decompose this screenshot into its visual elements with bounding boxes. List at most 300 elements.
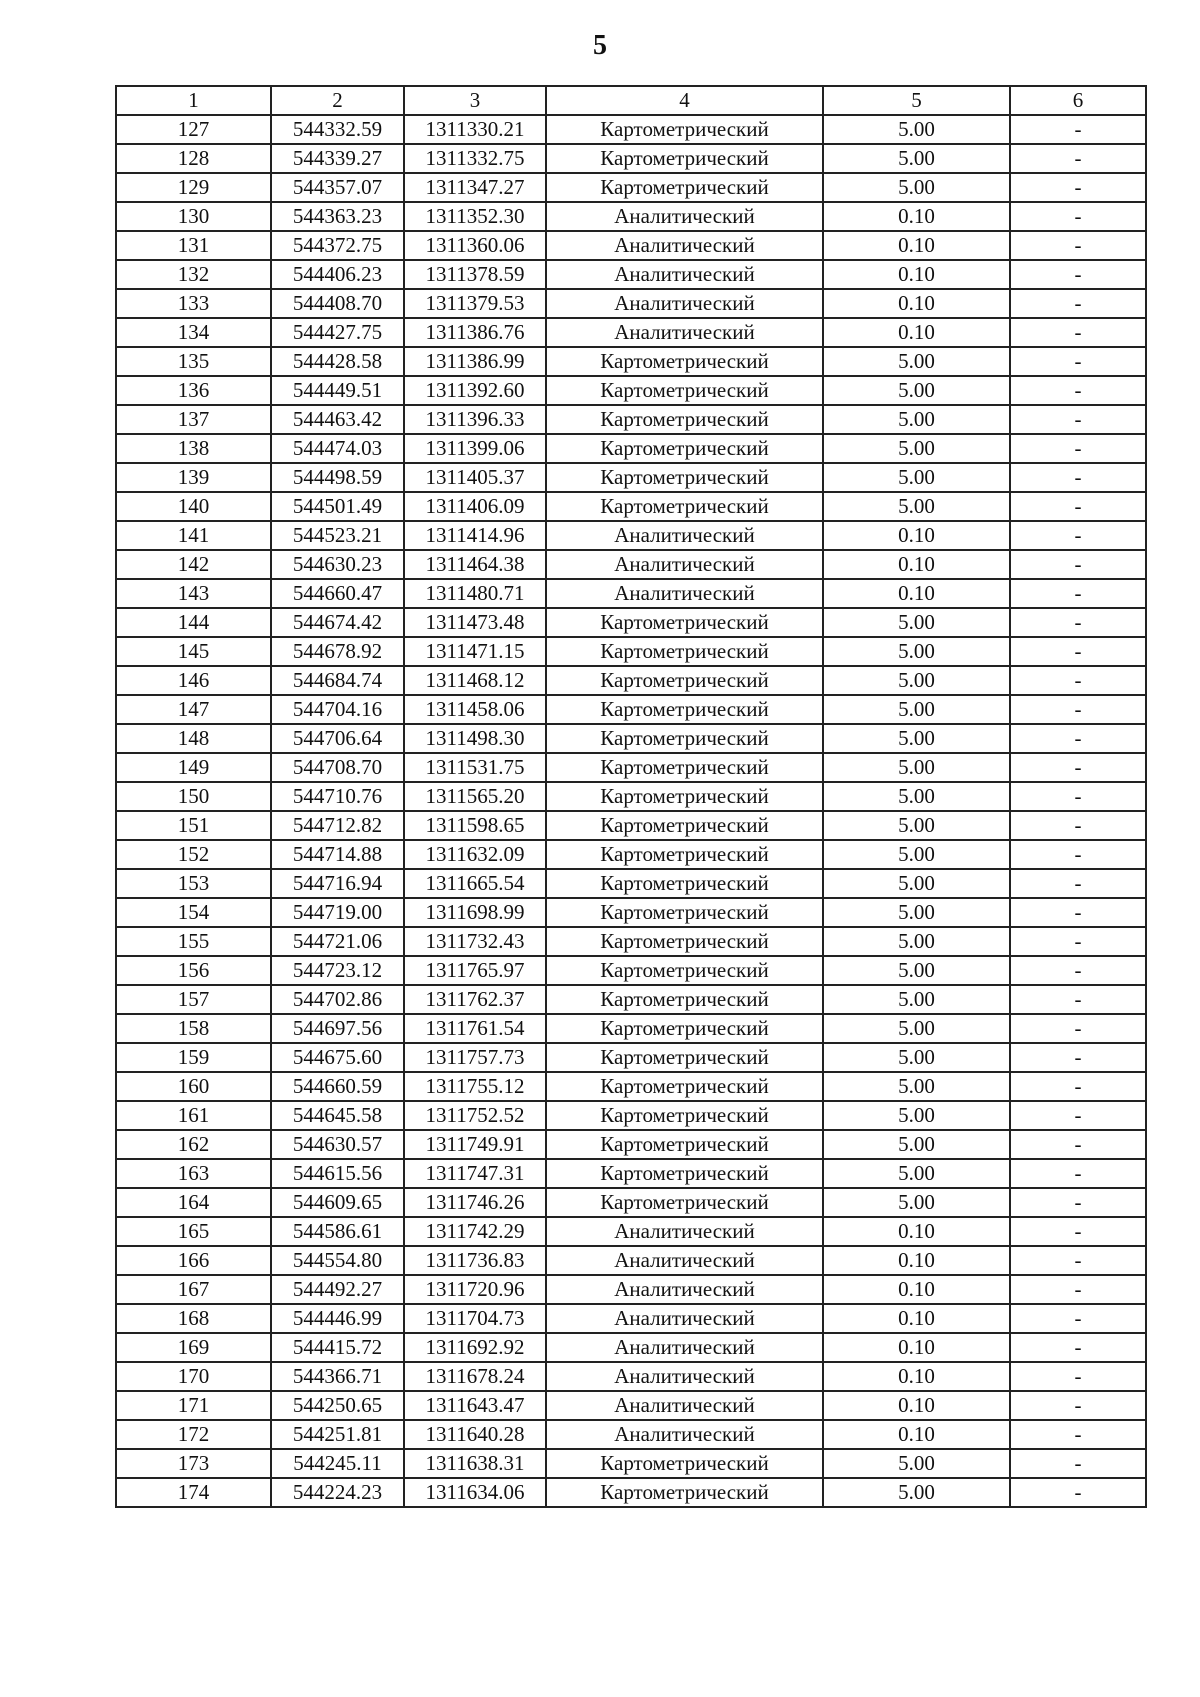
y-coordinate-cell: 1311332.75 xyxy=(404,144,546,173)
table-row xyxy=(116,202,1146,231)
x-coordinate-cell: 544708.70 xyxy=(271,753,404,782)
point-number-cell: 156 xyxy=(116,956,271,985)
y-coordinate-cell: 1311330.21 xyxy=(404,115,546,144)
description-cell: - xyxy=(1010,1449,1146,1478)
table-row xyxy=(116,1101,1146,1130)
table-row xyxy=(116,289,1146,318)
x-coordinate-cell: 544363.23 xyxy=(271,202,404,231)
accuracy-cell: 5.00 xyxy=(823,956,1010,985)
table-row xyxy=(116,985,1146,1014)
accuracy-cell: 5.00 xyxy=(823,1449,1010,1478)
accuracy-cell: 5.00 xyxy=(823,695,1010,724)
method-cell: Аналитический xyxy=(546,1217,823,1246)
table-row xyxy=(116,231,1146,260)
description-cell: - xyxy=(1010,550,1146,579)
x-coordinate-cell: 544714.88 xyxy=(271,840,404,869)
description-cell: - xyxy=(1010,753,1146,782)
description-cell: - xyxy=(1010,1362,1146,1391)
x-coordinate-cell: 544660.47 xyxy=(271,579,404,608)
description-cell: - xyxy=(1010,608,1146,637)
point-number-cell: 166 xyxy=(116,1246,271,1275)
x-coordinate-cell: 544446.99 xyxy=(271,1304,404,1333)
accuracy-cell: 0.10 xyxy=(823,1217,1010,1246)
description-cell: - xyxy=(1010,318,1146,347)
table-row xyxy=(116,1420,1146,1449)
description-cell: - xyxy=(1010,1333,1146,1362)
accuracy-cell: 0.10 xyxy=(823,202,1010,231)
method-cell: Картометрический xyxy=(546,1014,823,1043)
point-number-cell: 173 xyxy=(116,1449,271,1478)
description-cell: - xyxy=(1010,521,1146,550)
accuracy-cell: 5.00 xyxy=(823,144,1010,173)
accuracy-cell: 5.00 xyxy=(823,1014,1010,1043)
table-row xyxy=(116,840,1146,869)
y-coordinate-cell: 1311347.27 xyxy=(404,173,546,202)
accuracy-cell: 0.10 xyxy=(823,318,1010,347)
point-number-cell: 134 xyxy=(116,318,271,347)
y-coordinate-cell: 1311755.12 xyxy=(404,1072,546,1101)
method-cell: Картометрический xyxy=(546,666,823,695)
y-coordinate-cell: 1311678.24 xyxy=(404,1362,546,1391)
method-cell: Аналитический xyxy=(546,1304,823,1333)
point-number-cell: 154 xyxy=(116,898,271,927)
table-row xyxy=(116,1391,1146,1420)
y-coordinate-cell: 1311386.99 xyxy=(404,347,546,376)
x-coordinate-cell: 544554.80 xyxy=(271,1246,404,1275)
table-row xyxy=(116,608,1146,637)
method-cell: Картометрический xyxy=(546,115,823,144)
point-number-cell: 160 xyxy=(116,1072,271,1101)
y-coordinate-cell: 1311747.31 xyxy=(404,1159,546,1188)
point-number-cell: 169 xyxy=(116,1333,271,1362)
x-coordinate-cell: 544660.59 xyxy=(271,1072,404,1101)
y-coordinate-cell: 1311386.76 xyxy=(404,318,546,347)
point-number-cell: 139 xyxy=(116,463,271,492)
point-number-cell: 138 xyxy=(116,434,271,463)
accuracy-cell: 5.00 xyxy=(823,173,1010,202)
point-number-cell: 168 xyxy=(116,1304,271,1333)
table-row xyxy=(116,347,1146,376)
accuracy-cell: 5.00 xyxy=(823,1072,1010,1101)
accuracy-cell: 5.00 xyxy=(823,1159,1010,1188)
accuracy-cell: 0.10 xyxy=(823,521,1010,550)
table-row xyxy=(116,666,1146,695)
table-row xyxy=(116,492,1146,521)
point-number-cell: 162 xyxy=(116,1130,271,1159)
accuracy-cell: 5.00 xyxy=(823,985,1010,1014)
description-cell: - xyxy=(1010,492,1146,521)
method-cell: Картометрический xyxy=(546,695,823,724)
table-row xyxy=(116,1159,1146,1188)
column-header: 4 xyxy=(546,86,823,115)
method-cell: Картометрический xyxy=(546,434,823,463)
method-cell: Картометрический xyxy=(546,927,823,956)
description-cell: - xyxy=(1010,231,1146,260)
y-coordinate-cell: 1311638.31 xyxy=(404,1449,546,1478)
accuracy-cell: 0.10 xyxy=(823,550,1010,579)
table-row xyxy=(116,1043,1146,1072)
method-cell: Картометрический xyxy=(546,869,823,898)
table-row xyxy=(116,753,1146,782)
description-cell: - xyxy=(1010,260,1146,289)
accuracy-cell: 5.00 xyxy=(823,898,1010,927)
point-number-cell: 141 xyxy=(116,521,271,550)
x-coordinate-cell: 544415.72 xyxy=(271,1333,404,1362)
column-header: 6 xyxy=(1010,86,1146,115)
table-row xyxy=(116,144,1146,173)
table-row xyxy=(116,173,1146,202)
column-header: 1 xyxy=(116,86,271,115)
point-number-cell: 147 xyxy=(116,695,271,724)
description-cell: - xyxy=(1010,376,1146,405)
x-coordinate-cell: 544427.75 xyxy=(271,318,404,347)
x-coordinate-cell: 544492.27 xyxy=(271,1275,404,1304)
accuracy-cell: 5.00 xyxy=(823,1043,1010,1072)
y-coordinate-cell: 1311692.92 xyxy=(404,1333,546,1362)
y-coordinate-cell: 1311406.09 xyxy=(404,492,546,521)
method-cell: Аналитический xyxy=(546,289,823,318)
y-coordinate-cell: 1311752.52 xyxy=(404,1101,546,1130)
column-header: 3 xyxy=(404,86,546,115)
method-cell: Аналитический xyxy=(546,202,823,231)
x-coordinate-cell: 544523.21 xyxy=(271,521,404,550)
table-row xyxy=(116,1188,1146,1217)
accuracy-cell: 0.10 xyxy=(823,289,1010,318)
method-cell: Картометрический xyxy=(546,985,823,1014)
y-coordinate-cell: 1311352.30 xyxy=(404,202,546,231)
description-cell: - xyxy=(1010,579,1146,608)
y-coordinate-cell: 1311468.12 xyxy=(404,666,546,695)
table-header xyxy=(116,86,1146,115)
accuracy-cell: 5.00 xyxy=(823,782,1010,811)
x-coordinate-cell: 544719.00 xyxy=(271,898,404,927)
table-row xyxy=(116,1478,1146,1507)
method-cell: Картометрический xyxy=(546,753,823,782)
x-coordinate-cell: 544716.94 xyxy=(271,869,404,898)
y-coordinate-cell: 1311749.91 xyxy=(404,1130,546,1159)
accuracy-cell: 0.10 xyxy=(823,1304,1010,1333)
x-coordinate-cell: 544339.27 xyxy=(271,144,404,173)
point-number-cell: 152 xyxy=(116,840,271,869)
y-coordinate-cell: 1311736.83 xyxy=(404,1246,546,1275)
y-coordinate-cell: 1311742.29 xyxy=(404,1217,546,1246)
x-coordinate-cell: 544702.86 xyxy=(271,985,404,1014)
description-cell: - xyxy=(1010,724,1146,753)
y-coordinate-cell: 1311464.38 xyxy=(404,550,546,579)
y-coordinate-cell: 1311471.15 xyxy=(404,637,546,666)
method-cell: Аналитический xyxy=(546,318,823,347)
y-coordinate-cell: 1311399.06 xyxy=(404,434,546,463)
point-number-cell: 136 xyxy=(116,376,271,405)
method-cell: Картометрический xyxy=(546,1101,823,1130)
description-cell: - xyxy=(1010,1043,1146,1072)
x-coordinate-cell: 544372.75 xyxy=(271,231,404,260)
description-cell: - xyxy=(1010,202,1146,231)
point-number-cell: 149 xyxy=(116,753,271,782)
point-number-cell: 165 xyxy=(116,1217,271,1246)
table-row xyxy=(116,376,1146,405)
method-cell: Картометрический xyxy=(546,376,823,405)
point-number-cell: 151 xyxy=(116,811,271,840)
description-cell: - xyxy=(1010,637,1146,666)
description-cell: - xyxy=(1010,289,1146,318)
method-cell: Картометрический xyxy=(546,1159,823,1188)
x-coordinate-cell: 544674.42 xyxy=(271,608,404,637)
method-cell: Аналитический xyxy=(546,550,823,579)
description-cell: - xyxy=(1010,1217,1146,1246)
x-coordinate-cell: 544710.76 xyxy=(271,782,404,811)
accuracy-cell: 5.00 xyxy=(823,347,1010,376)
x-coordinate-cell: 544645.58 xyxy=(271,1101,404,1130)
accuracy-cell: 0.10 xyxy=(823,1333,1010,1362)
y-coordinate-cell: 1311473.48 xyxy=(404,608,546,637)
method-cell: Аналитический xyxy=(546,521,823,550)
method-cell: Картометрический xyxy=(546,144,823,173)
x-coordinate-cell: 544678.92 xyxy=(271,637,404,666)
point-number-cell: 170 xyxy=(116,1362,271,1391)
x-coordinate-cell: 544357.07 xyxy=(271,173,404,202)
table-row xyxy=(116,260,1146,289)
x-coordinate-cell: 544474.03 xyxy=(271,434,404,463)
x-coordinate-cell: 544675.60 xyxy=(271,1043,404,1072)
accuracy-cell: 0.10 xyxy=(823,1362,1010,1391)
table-row xyxy=(116,405,1146,434)
x-coordinate-cell: 544408.70 xyxy=(271,289,404,318)
point-number-cell: 133 xyxy=(116,289,271,318)
description-cell: - xyxy=(1010,1275,1146,1304)
description-cell: - xyxy=(1010,1246,1146,1275)
description-cell: - xyxy=(1010,1391,1146,1420)
y-coordinate-cell: 1311405.37 xyxy=(404,463,546,492)
y-coordinate-cell: 1311480.71 xyxy=(404,579,546,608)
point-number-cell: 146 xyxy=(116,666,271,695)
x-coordinate-cell: 544684.74 xyxy=(271,666,404,695)
method-cell: Аналитический xyxy=(546,1246,823,1275)
point-number-cell: 142 xyxy=(116,550,271,579)
point-number-cell: 163 xyxy=(116,1159,271,1188)
point-number-cell: 137 xyxy=(116,405,271,434)
x-coordinate-cell: 544723.12 xyxy=(271,956,404,985)
description-cell: - xyxy=(1010,1159,1146,1188)
method-cell: Картометрический xyxy=(546,173,823,202)
table-row xyxy=(116,1362,1146,1391)
y-coordinate-cell: 1311643.47 xyxy=(404,1391,546,1420)
point-number-cell: 135 xyxy=(116,347,271,376)
method-cell: Картометрический xyxy=(546,782,823,811)
description-cell: - xyxy=(1010,1420,1146,1449)
description-cell: - xyxy=(1010,173,1146,202)
y-coordinate-cell: 1311392.60 xyxy=(404,376,546,405)
point-number-cell: 171 xyxy=(116,1391,271,1420)
point-number-cell: 153 xyxy=(116,869,271,898)
y-coordinate-cell: 1311762.37 xyxy=(404,985,546,1014)
description-cell: - xyxy=(1010,666,1146,695)
page-number: 5 xyxy=(593,30,607,61)
y-coordinate-cell: 1311720.96 xyxy=(404,1275,546,1304)
method-cell: Картометрический xyxy=(546,956,823,985)
method-cell: Картометрический xyxy=(546,1043,823,1072)
point-number-cell: 140 xyxy=(116,492,271,521)
description-cell: - xyxy=(1010,405,1146,434)
x-coordinate-cell: 544630.23 xyxy=(271,550,404,579)
description-cell: - xyxy=(1010,869,1146,898)
accuracy-cell: 5.00 xyxy=(823,434,1010,463)
accuracy-cell: 0.10 xyxy=(823,231,1010,260)
x-coordinate-cell: 544630.57 xyxy=(271,1130,404,1159)
x-coordinate-cell: 544366.71 xyxy=(271,1362,404,1391)
method-cell: Картометрический xyxy=(546,840,823,869)
description-cell: - xyxy=(1010,1188,1146,1217)
accuracy-cell: 5.00 xyxy=(823,840,1010,869)
table-body xyxy=(116,115,1146,1507)
x-coordinate-cell: 544704.16 xyxy=(271,695,404,724)
y-coordinate-cell: 1311761.54 xyxy=(404,1014,546,1043)
point-number-cell: 130 xyxy=(116,202,271,231)
point-number-cell: 164 xyxy=(116,1188,271,1217)
y-coordinate-cell: 1311531.75 xyxy=(404,753,546,782)
description-cell: - xyxy=(1010,347,1146,376)
accuracy-cell: 5.00 xyxy=(823,463,1010,492)
x-coordinate-cell: 544406.23 xyxy=(271,260,404,289)
accuracy-cell: 5.00 xyxy=(823,405,1010,434)
accuracy-cell: 5.00 xyxy=(823,1478,1010,1507)
x-coordinate-cell: 544586.61 xyxy=(271,1217,404,1246)
point-number-cell: 132 xyxy=(116,260,271,289)
method-cell: Аналитический xyxy=(546,579,823,608)
y-coordinate-cell: 1311665.54 xyxy=(404,869,546,898)
method-cell: Аналитический xyxy=(546,1362,823,1391)
y-coordinate-cell: 1311396.33 xyxy=(404,405,546,434)
description-cell: - xyxy=(1010,1014,1146,1043)
point-number-cell: 174 xyxy=(116,1478,271,1507)
table-row xyxy=(116,1304,1146,1333)
x-coordinate-cell: 544721.06 xyxy=(271,927,404,956)
table-row xyxy=(116,1333,1146,1362)
method-cell: Картометрический xyxy=(546,405,823,434)
table-row xyxy=(116,782,1146,811)
table-row xyxy=(116,521,1146,550)
x-coordinate-cell: 544615.56 xyxy=(271,1159,404,1188)
description-cell: - xyxy=(1010,463,1146,492)
description-cell: - xyxy=(1010,1072,1146,1101)
accuracy-cell: 5.00 xyxy=(823,492,1010,521)
point-number-cell: 144 xyxy=(116,608,271,637)
accuracy-cell: 5.00 xyxy=(823,1188,1010,1217)
point-number-cell: 167 xyxy=(116,1275,271,1304)
table-row xyxy=(116,115,1146,144)
column-header: 2 xyxy=(271,86,404,115)
point-number-cell: 158 xyxy=(116,1014,271,1043)
point-number-cell: 155 xyxy=(116,927,271,956)
table-row xyxy=(116,1217,1146,1246)
column-header: 5 xyxy=(823,86,1010,115)
method-cell: Картометрический xyxy=(546,811,823,840)
description-cell: - xyxy=(1010,115,1146,144)
table-row xyxy=(116,434,1146,463)
description-cell: - xyxy=(1010,1130,1146,1159)
y-coordinate-cell: 1311458.06 xyxy=(404,695,546,724)
table-row xyxy=(116,318,1146,347)
point-number-cell: 172 xyxy=(116,1420,271,1449)
table-row xyxy=(116,463,1146,492)
method-cell: Аналитический xyxy=(546,231,823,260)
method-cell: Аналитический xyxy=(546,1420,823,1449)
y-coordinate-cell: 1311379.53 xyxy=(404,289,546,318)
x-coordinate-cell: 544697.56 xyxy=(271,1014,404,1043)
accuracy-cell: 0.10 xyxy=(823,1391,1010,1420)
accuracy-cell: 5.00 xyxy=(823,115,1010,144)
point-number-cell: 143 xyxy=(116,579,271,608)
accuracy-cell: 5.00 xyxy=(823,753,1010,782)
table-row xyxy=(116,956,1146,985)
table-row xyxy=(116,869,1146,898)
accuracy-cell: 5.00 xyxy=(823,608,1010,637)
y-coordinate-cell: 1311632.09 xyxy=(404,840,546,869)
method-cell: Картометрический xyxy=(546,492,823,521)
x-coordinate-cell: 544498.59 xyxy=(271,463,404,492)
table-row xyxy=(116,1072,1146,1101)
x-coordinate-cell: 544245.11 xyxy=(271,1449,404,1478)
point-number-cell: 128 xyxy=(116,144,271,173)
description-cell: - xyxy=(1010,1101,1146,1130)
point-number-cell: 127 xyxy=(116,115,271,144)
x-coordinate-cell: 544332.59 xyxy=(271,115,404,144)
description-cell: - xyxy=(1010,782,1146,811)
x-coordinate-cell: 544250.65 xyxy=(271,1391,404,1420)
point-number-cell: 159 xyxy=(116,1043,271,1072)
method-cell: Картометрический xyxy=(546,1449,823,1478)
accuracy-cell: 5.00 xyxy=(823,1130,1010,1159)
point-number-cell: 145 xyxy=(116,637,271,666)
y-coordinate-cell: 1311598.65 xyxy=(404,811,546,840)
table-row xyxy=(116,579,1146,608)
y-coordinate-cell: 1311765.97 xyxy=(404,956,546,985)
x-coordinate-cell: 544224.23 xyxy=(271,1478,404,1507)
point-number-cell: 161 xyxy=(116,1101,271,1130)
accuracy-cell: 5.00 xyxy=(823,811,1010,840)
accuracy-cell: 5.00 xyxy=(823,927,1010,956)
accuracy-cell: 0.10 xyxy=(823,1246,1010,1275)
description-cell: - xyxy=(1010,434,1146,463)
table-row xyxy=(116,811,1146,840)
table-row xyxy=(116,898,1146,927)
method-cell: Картометрический xyxy=(546,898,823,927)
y-coordinate-cell: 1311757.73 xyxy=(404,1043,546,1072)
description-cell: - xyxy=(1010,811,1146,840)
point-number-cell: 157 xyxy=(116,985,271,1014)
method-cell: Аналитический xyxy=(546,1391,823,1420)
description-cell: - xyxy=(1010,1304,1146,1333)
accuracy-cell: 0.10 xyxy=(823,1275,1010,1304)
accuracy-cell: 5.00 xyxy=(823,666,1010,695)
y-coordinate-cell: 1311640.28 xyxy=(404,1420,546,1449)
y-coordinate-cell: 1311698.99 xyxy=(404,898,546,927)
table-row xyxy=(116,724,1146,753)
accuracy-cell: 0.10 xyxy=(823,579,1010,608)
table-row xyxy=(116,637,1146,666)
method-cell: Картометрический xyxy=(546,637,823,666)
point-number-cell: 129 xyxy=(116,173,271,202)
method-cell: Аналитический xyxy=(546,260,823,289)
method-cell: Аналитический xyxy=(546,1333,823,1362)
y-coordinate-cell: 1311498.30 xyxy=(404,724,546,753)
x-coordinate-cell: 544428.58 xyxy=(271,347,404,376)
description-cell: - xyxy=(1010,927,1146,956)
accuracy-cell: 5.00 xyxy=(823,637,1010,666)
accuracy-cell: 5.00 xyxy=(823,376,1010,405)
table-row xyxy=(116,550,1146,579)
description-cell: - xyxy=(1010,956,1146,985)
